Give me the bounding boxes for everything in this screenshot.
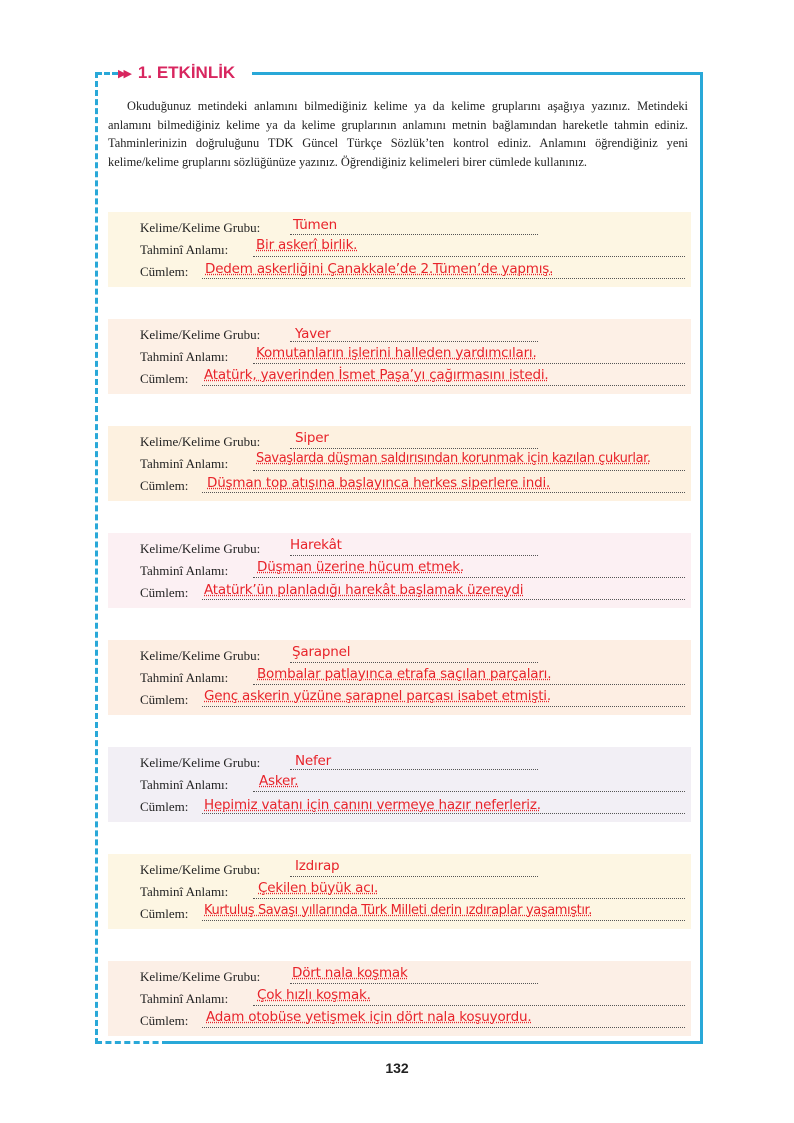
sentence-label: Cümlem: [140, 371, 189, 386]
word-dotted-line [290, 555, 538, 556]
entry-box [108, 747, 691, 822]
sentence-handwriting: Atatürk’ün planladığı harekât başlamak üzereydi [204, 582, 524, 598]
word-label: Kelime/Kelime Grubu: [140, 862, 261, 877]
sentence-handwriting: Dedem askerliğini Çanakkale’de 2.Tümen’de yapmış. [205, 261, 554, 277]
sentence-handwriting: Hepimiz vatanı için canını vermeye hazır neferleriz. [204, 797, 541, 813]
word-label: Kelime/Kelime Grubu: [140, 969, 261, 984]
sentence-label: Cümlem: [140, 692, 189, 707]
meaning-label: Tahminî Anlamı: [140, 991, 229, 1006]
meaning-handwriting: Düşman üzerine hücum etmek. [257, 559, 464, 575]
word-dotted-line [290, 662, 538, 663]
sentence-dotted-line [202, 492, 685, 493]
meaning-handwriting: Komutanların işlerini halleden yardımcıları. [256, 345, 537, 361]
sentence-dotted-line [202, 278, 685, 279]
meaning-label: Tahminî Anlamı: [140, 242, 229, 257]
entry-box [108, 426, 691, 501]
entry-box [108, 640, 691, 715]
sentence-dotted-line [202, 599, 685, 600]
sentence-dotted-line [202, 813, 685, 814]
meaning-handwriting: Savaşlarda düşman saldırısından korunmak için kazılan çukurlar. [256, 451, 651, 466]
frame-top-border [252, 72, 703, 75]
sentence-label: Cümlem: [140, 799, 189, 814]
sentence-label: Cümlem: [140, 585, 189, 600]
frame-bottom-dashed-border [96, 1041, 168, 1044]
word-handwriting: Tümen [293, 217, 337, 233]
word-handwriting: Yaver [295, 326, 331, 342]
word-dotted-line [290, 234, 538, 235]
meaning-label: Tahminî Anlamı: [140, 349, 229, 364]
sentence-label: Cümlem: [140, 906, 189, 921]
sentence-dotted-line [202, 920, 685, 921]
meaning-handwriting: Çekilen büyük acı. [258, 880, 379, 896]
sentence-handwriting: Atatürk, yaverinden İsmet Paşa’yı çağırmasını istedi. [204, 367, 549, 383]
meaning-handwriting: Çok hızlı koşmak. [257, 987, 371, 1003]
sentence-handwriting: Düşman top atışına başlayınca herkes siperlere indi. [207, 475, 551, 491]
word-dotted-line [290, 876, 538, 877]
frame-right-border [700, 72, 703, 1044]
word-label: Kelime/Kelime Grubu: [140, 755, 261, 770]
meaning-label: Tahminî Anlamı: [140, 777, 229, 792]
meaning-label: Tahminî Anlamı: [140, 670, 229, 685]
word-handwriting: Siper [295, 430, 329, 446]
meaning-dotted-line [253, 791, 685, 792]
sentence-dotted-line [202, 1027, 685, 1028]
sentence-dotted-line [202, 706, 685, 707]
meaning-dotted-line [253, 256, 685, 257]
activity-title [118, 60, 238, 86]
entry-box [108, 854, 691, 929]
word-label: Kelime/Kelime Grubu: [140, 220, 261, 235]
sentence-handwriting: Kurtuluş Savaşı yıllarında Türk Milleti derin ızdıraplar yaşamıştır. [204, 903, 593, 918]
frame-top-dashed-border [96, 72, 118, 75]
entry-box [108, 533, 691, 608]
meaning-label: Tahminî Anlamı: [140, 884, 229, 899]
frame-bottom-border [168, 1041, 703, 1044]
word-label: Kelime/Kelime Grubu: [140, 648, 261, 663]
sentence-label: Cümlem: [140, 1013, 189, 1028]
word-handwriting: Dört nala koşmak [292, 965, 408, 981]
double-arrow-icon: ▶▶ [118, 66, 129, 80]
meaning-dotted-line [253, 577, 685, 578]
sentence-handwriting: Adam otobüse yetişmek için dört nala koşuyordu. [206, 1009, 532, 1025]
word-dotted-line [290, 769, 538, 770]
sentence-handwriting: Genç askerin yüzüne şarapnel parçası isabet etmişti. [204, 688, 551, 704]
meaning-handwriting: Bombalar patlayınca etrafa saçılan parçaları. [257, 666, 552, 682]
meaning-dotted-line [253, 1005, 685, 1006]
page-number: 132 [385, 1060, 409, 1076]
entry-box [108, 961, 691, 1036]
word-handwriting: Izdırap [295, 858, 340, 874]
word-dotted-line [290, 983, 538, 984]
word-label: Kelime/Kelime Grubu: [140, 327, 261, 342]
activity-title-text: 1. ETKİNLİK [137, 63, 236, 82]
instructions-paragraph: Okuduğunuz metindeki anlamını bilmediğiniz kelime ya da kelime gruplarını aşağıya yazınız. Metindeki anlamını bilmediğiniz kelime ya da kelime gruplarının anlamını metnin bağlamından hareketle tahmin ediniz. Tahminlerinizin doğruluğunu TDK Güncel Türkçe Sözlük’ten kontrol ediniz. Anlamını öğrendiğiniz yeni kelime/kelime gruplarını sözlüğünüze yazınız. Öğrendiğiniz kelimeleri birer cümlede kullanınız. [108, 99, 688, 169]
sentence-label: Cümlem: [140, 264, 189, 279]
word-handwriting: Harekât [290, 537, 342, 553]
word-label: Kelime/Kelime Grubu: [140, 434, 261, 449]
word-handwriting: Şarapnel [292, 644, 351, 660]
meaning-label: Tahminî Anlamı: [140, 456, 229, 471]
meaning-handwriting: Bir askerî birlik. [256, 237, 358, 253]
word-handwriting: Nefer [295, 753, 332, 769]
word-dotted-line [290, 448, 538, 449]
meaning-handwriting: Asker. [259, 773, 299, 789]
meaning-dotted-line [253, 470, 685, 471]
sentence-label: Cümlem: [140, 478, 189, 493]
entry-box [108, 319, 691, 394]
word-label: Kelime/Kelime Grubu: [140, 541, 261, 556]
meaning-dotted-line [253, 684, 685, 685]
meaning-dotted-line [253, 898, 685, 899]
meaning-label: Tahminî Anlamı: [140, 563, 229, 578]
sentence-dotted-line [202, 385, 685, 386]
frame-left-dashed-border [95, 72, 98, 1044]
entry-box [108, 212, 691, 287]
meaning-dotted-line [253, 363, 685, 364]
